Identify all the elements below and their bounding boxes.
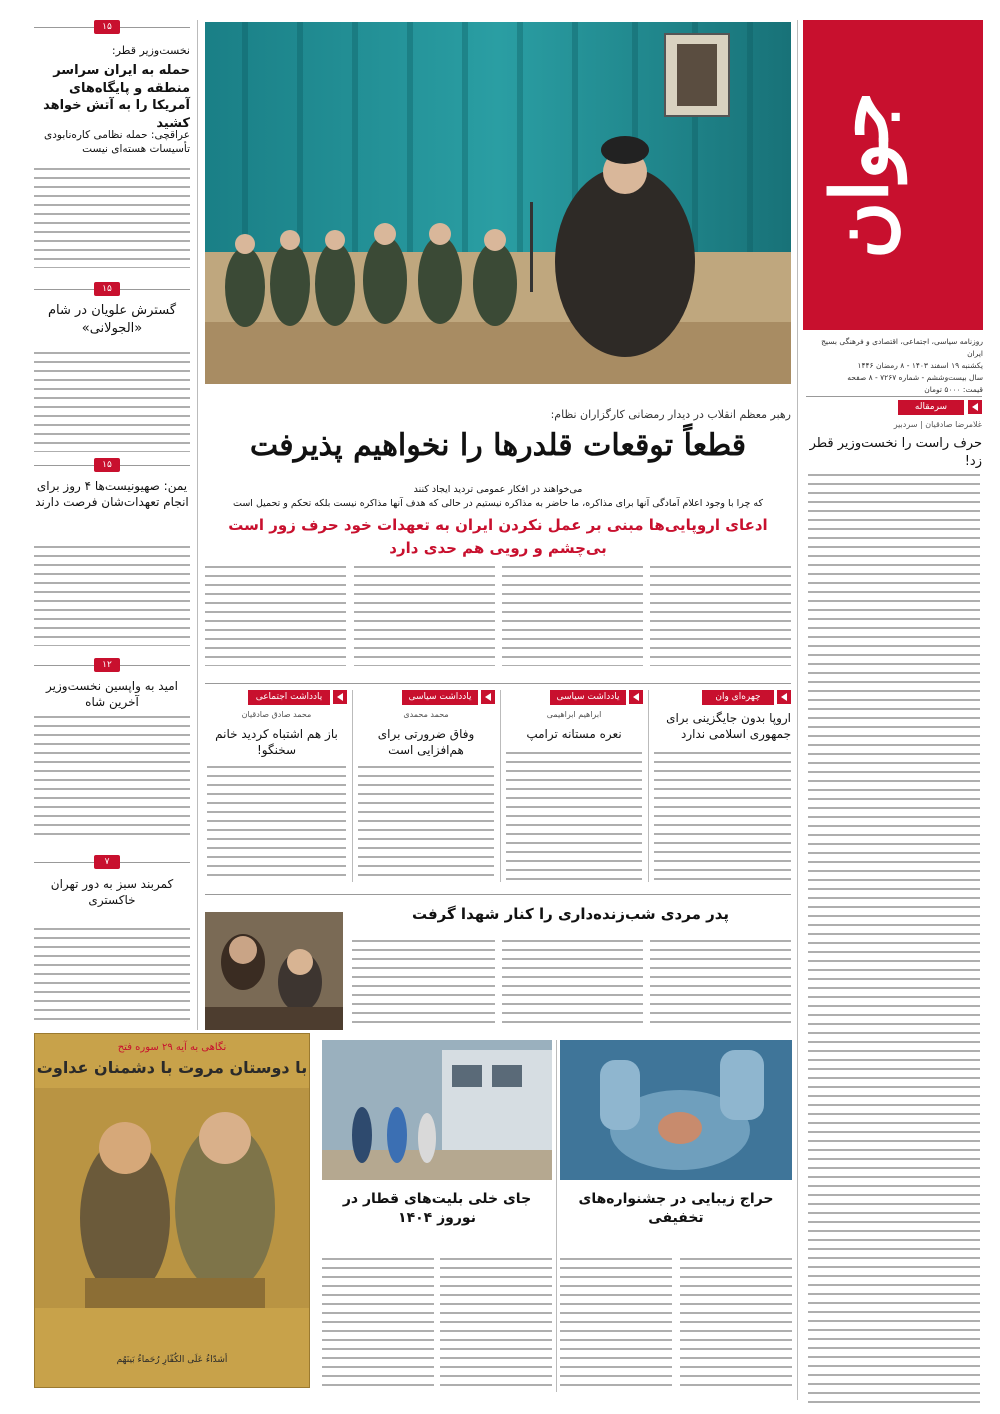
story-train-body-1 [440,1258,552,1390]
story-surgery-body-2 [560,1258,672,1390]
editorial-body [808,474,980,1404]
lead-body-col-3 [354,566,495,666]
sidebar-2-body [34,352,190,452]
masthead-title: جوان [815,91,906,259]
lead-red-1: ادعای اروپایی‌ها مبنی بر عمل نکردن ایران به تعهدات خود حرف زور است [228,516,768,534]
lead-photo [205,22,791,384]
editorial-title: حرف راست را نخست‌وزیر قطر زد! [809,436,982,469]
lead-sub-1: می‌خواهند در افکار عمومی تردید ایجاد کنند [413,484,583,495]
lead-headline: قطعاً توقعات قلدرها را نخواهیم پذیرفت [249,428,747,463]
sidebar-4-body [34,716,190,840]
story-train-head: جای خلی بلیت‌های قطار در نوروز ۱۴۰۴ [342,1191,532,1226]
sidebar-3-head: یمن: صهیونیست‌ها ۴ روز برای انجام تعهدات‌شان فرصت دارند [35,479,189,510]
train-photo [322,1040,552,1180]
martyr-headline: پدر مردی شب‌زنده‌داری را کنار شهدا گرفت [411,905,730,923]
sidebar-1-head: حمله به ایران سراسر منطقه و پایگاه‌های آمریکا را به آتش خواهد کشید [43,63,190,131]
masthead-info [805,336,983,396]
story-train-body-2 [322,1258,434,1390]
editorial-arrow-icon [968,400,982,414]
col2-author: ابراهیم ابراهیمی [546,710,602,719]
masthead-price: قیمت: ۵۰۰۰ تومان [924,385,983,394]
editorial-tag: سرمقاله [898,400,964,415]
lead-photo-illustration [205,22,791,384]
sidebar-4-head: امید به واپسین نخست‌وزیر آخرین شاه [46,679,178,710]
col4-head: باز هم اشتباه کردید خانم سخنگو! [215,727,338,758]
col4-author: محمد صادق صادقیان [241,710,312,719]
lead-body-col-1 [650,566,791,666]
editorial-author: غلامرضا صادقیان | سردبیر [893,420,982,429]
poster-top: نگاهی به آیه ۲۹ سوره فتح [117,1042,227,1053]
sidebar-1-kicker: نخست‌وزیر قطر: [111,44,190,57]
sidebar-4-num: ۱۲ [94,658,120,672]
sidebar-5-head: کمربند سبز به دور تهران خاکستری [50,877,174,908]
col4-body [207,766,346,880]
train-photo-illustration [322,1040,552,1180]
col3-author: محمد محمدی [403,710,449,719]
col1-tag: چهره‌ای وان [702,690,774,705]
sidebar-3-body [34,546,190,646]
poster-title: با دوستان مروت با دشمنان عداوت [36,1058,308,1077]
col3-head: وفاق ضرورتی برای هم‌افزایی است [377,727,475,758]
martyr-body-1 [650,940,791,1030]
lead-kicker: رهبر معظم انقلاب در دیدار رمضانی کارگزاران نظام: [550,408,791,421]
col3-body [358,766,494,880]
sidebar-5-num: ۷ [94,855,120,869]
masthead-subtitle-2: یکشنبه ۱۹ اسفند ۱۴۰۳ - ۸ رمضان ۱۴۴۶ [857,361,983,370]
lead-red-2: بی‌چشم و رویی هم حدی دارد [389,539,607,557]
sidebar-1-body [34,168,190,268]
poster [34,1033,310,1388]
col3-tag: یادداشت سیاسی [402,690,478,705]
sidebar-2-head: گسترش علویان در شام «الجولانی» [47,303,177,336]
masthead-subtitle-1: روزنامه سیاسی، اجتماعی، اقتصادی و فرهنگی بسیج ایران [821,337,983,358]
sidebar-3-num: ۱۵ [94,458,120,472]
lead-body-col-4 [205,566,346,666]
martyr-photo-illustration [205,912,343,1030]
sidebar-5-body [34,928,190,1024]
sidebar-1-sub: عراقچی: حمله نظامی کاره‌نابودی تأسیسات هسته‌ای نیست [44,129,190,156]
lead-sub-2: که چرا با وجود اعلام آمادگی آنها برای مذاکره، ما حاضر به مذاکره نیستیم در حالی که هدف آنها مذاکره نیست بلکه تحکم و تحمیل است [233,498,763,509]
story-surgery-body-1 [680,1258,792,1390]
poster-illustration [35,1088,310,1308]
sidebar-1-num: ۱۵ [94,20,120,34]
martyr-body-2 [502,940,643,1030]
col4-arrow-icon [333,690,347,704]
surgery-photo-illustration [560,1040,792,1180]
sidebar-2-num: ۱۵ [94,282,120,296]
col3-arrow-icon [481,690,495,704]
col1-body [654,752,791,880]
col4-tag: یادداشت اجتماعی [248,690,330,705]
masthead-logo [803,20,983,330]
col1-head: اروپا بدون جایگزینی برای جمهوری اسلامی ندارد [666,711,791,742]
poster-caption: أشدّاءُ عَلَی الکُفّارِ رُحَماءُ بَینَهُم [116,1355,228,1365]
martyr-body-3 [352,940,495,1030]
col1-arrow-icon [777,690,791,704]
col2-body [506,752,642,880]
masthead-subtitle-3: سال بیست‌وششم - شماره ۷۲۶۷ - ۸ صفحه [847,373,983,382]
surgery-photo [560,1040,792,1180]
story-surgery-head: حراج زیبایی در جشنواره‌های تخفیفی [578,1191,774,1226]
col2-head: نعره مستانه ترامپ [526,727,622,741]
col2-arrow-icon [629,690,643,704]
col2-tag: یادداشت سیاسی [550,690,626,705]
lead-body-col-2 [502,566,643,666]
martyr-photo [205,912,343,1030]
